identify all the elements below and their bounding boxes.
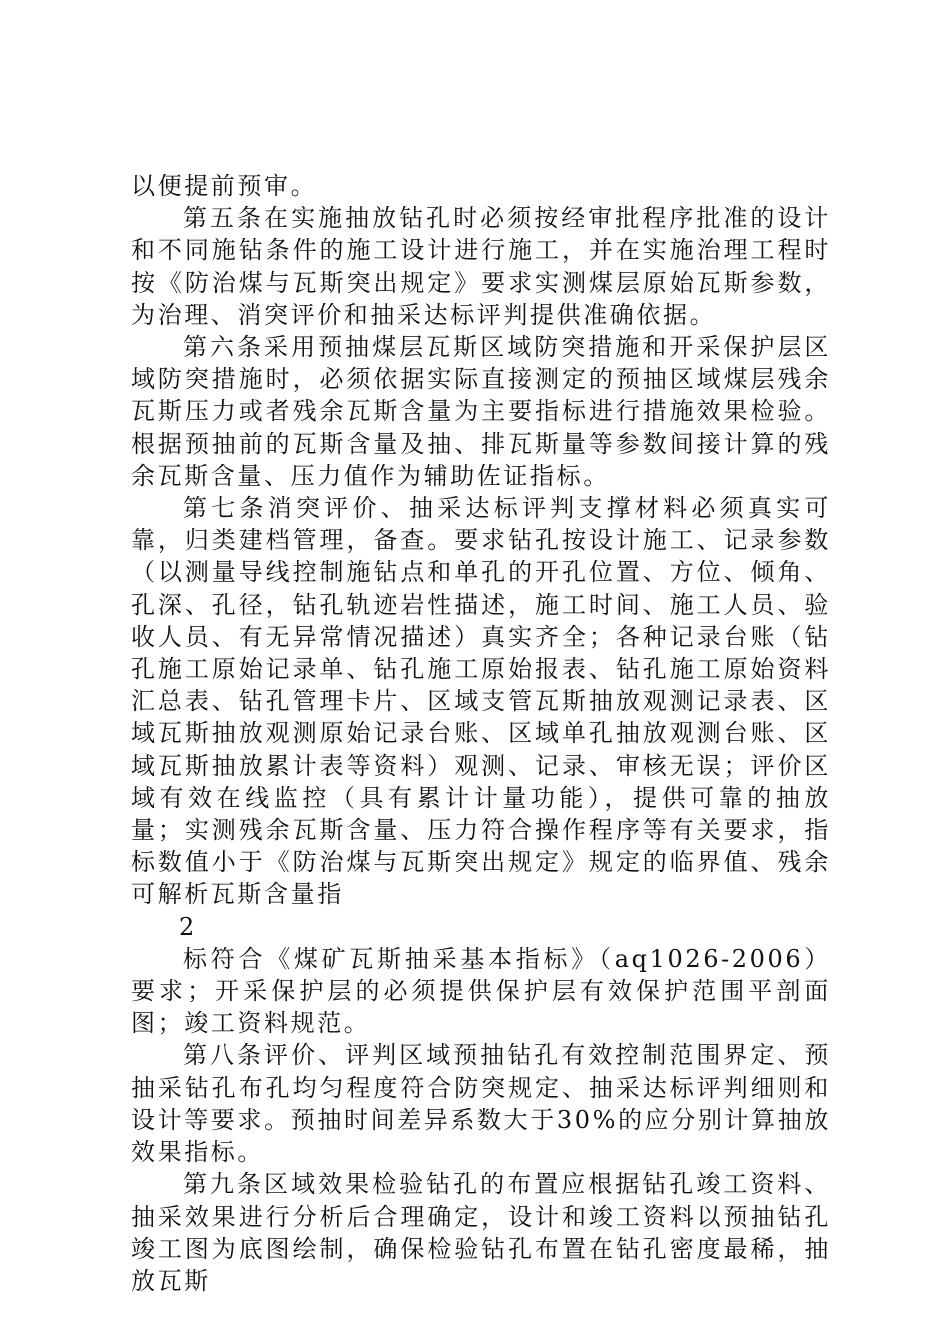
document-page <box>131 170 831 1297</box>
paragraph-continuation: 以便提前预审。 <box>131 172 318 200</box>
paragraph-article-5: 第五条在实施抽放钻孔时必须按经审批程序批准的设计和不同施钻条件的施工设计进行施工，并在实施治理工程时按《防治煤与瓦斯突出规定》要求实测煤层原始瓦斯参数，为治理、消突评价和抽采达标评判提供准确依据。 <box>131 204 831 329</box>
paragraph-article-9: 第九条区域效果检验钻孔的布置应根据钻孔竣工资料、抽采效果进行分析后合理确定，设计和竣工资料以预抽钻孔竣工图为底图绘制，确保检验钻孔布置在钻孔密度最稀，抽放瓦斯 <box>131 1170 831 1295</box>
page-number: 2 <box>179 912 195 941</box>
paragraph-article-7: 第七条消突评价、抽采达标评判支撑材料必须真实可靠，归类建档管理，备查。要求钻孔按设计施工、记录参数（以测量导线控制施钻点和单孔的开孔位置、方位、倾角、孔深、孔径，钻孔轨迹岩性描述，施工时间、施工人员、验收人员、有无异常情况描述）真实齐全；各种记录台账（钻孔施工原始记录单、钻孔施工原始报表、钻孔施工原始资料汇总表、钻孔管理卡片、区域支管瓦斯抽放观测记录表、区域瓦斯抽放观测原始记录台账、区域单孔抽放观测台账、区域瓦斯抽放累计表等资料）观测、记录、审核无误；评价区域有效在线监控（具有累计计量功能），提供可靠的抽放量；实测残余瓦斯含量、压力符合操作程序等有关要求，指标数值小于《防治煤与瓦斯突出规定》规定的临界值、残余可解析瓦斯含量指 <box>131 494 831 909</box>
paragraph-article-6: 第六条采用预抽煤层瓦斯区域防突措施和开采保护层区域防突措施时，必须依据实际直接测定的预抽区域煤层残余瓦斯压力或者残余瓦斯含量为主要指标进行措施效果检验。根据预抽前的瓦斯含量及抽、排瓦斯量等参数间接计算的残余瓦斯含量、压力值作为辅助佐证指标。 <box>131 333 831 490</box>
paragraph-article-8: 第八条评价、评判区域预抽钻孔有效控制范围界定、预抽采钻孔布孔均匀程度符合防突规定、抽采达标评判细则和设计等要求。预抽时间差异系数大于30%的应分别计算抽放效果指标。 <box>131 1041 831 1167</box>
paragraph-article-7-continued: 标符合《煤矿瓦斯抽采基本指标》（aq1026-2006）要求；开采保护层的必须提供保护层有效保护范围平剖面图；竣工资料规范。 <box>131 944 831 1038</box>
